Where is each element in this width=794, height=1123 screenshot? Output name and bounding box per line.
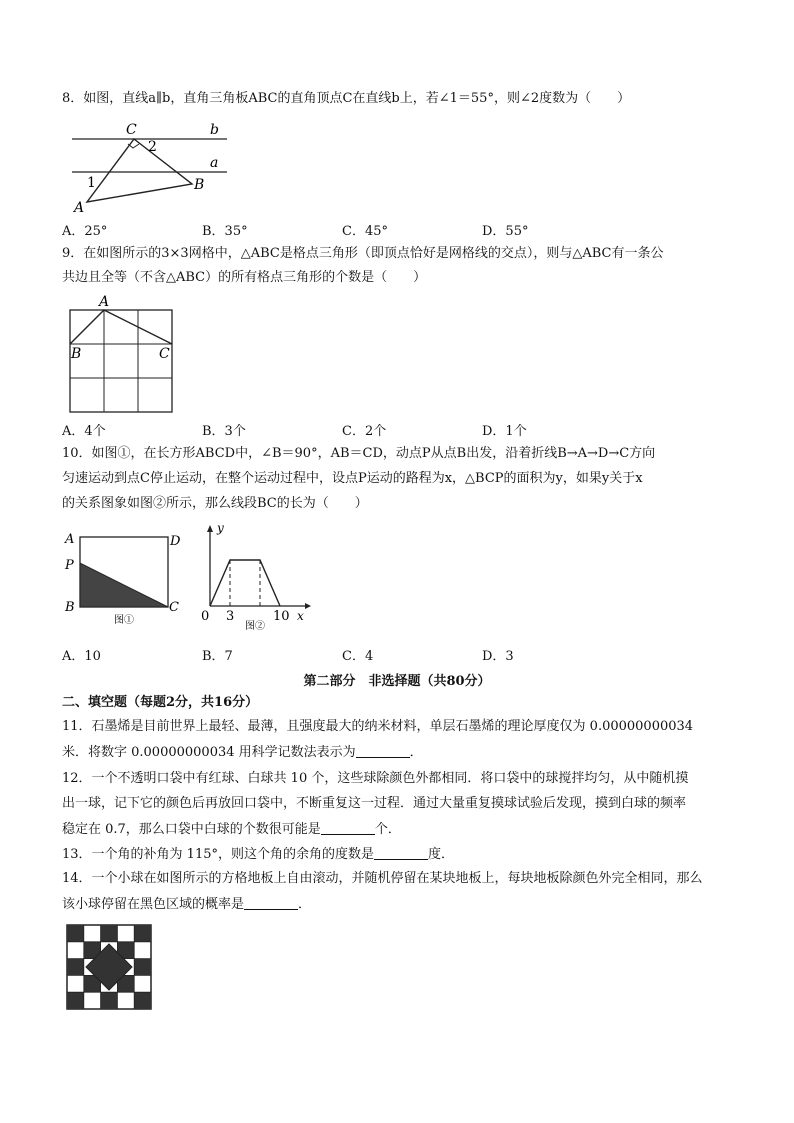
label-b: B (71, 346, 82, 362)
q8-option-a: A．25° (62, 224, 108, 239)
q8-option-c: C．45° (342, 224, 388, 239)
label-c: C (169, 600, 179, 615)
q11-stem-2 (62, 743, 423, 762)
caption-fig2: 图② (245, 621, 265, 632)
q9-option-b: B．3个 (202, 424, 246, 439)
label-b: B (65, 600, 75, 615)
triangle-abc (87, 139, 192, 202)
q11-answer-blank[interactable] (356, 743, 410, 758)
q14-tile-floor-figure (66, 924, 152, 1010)
label-a: A (65, 532, 75, 547)
label-aa: A (74, 200, 85, 214)
q8-option-b: B．35° (202, 224, 248, 239)
q10-rectangle-figure (62, 527, 192, 627)
q10-option-a: A．10 (62, 649, 101, 664)
q13-answer-blank[interactable] (374, 845, 428, 860)
section-two-heading: 二、填空题（每题2分，共16分） (62, 695, 259, 710)
q10-graph-figure (195, 520, 315, 632)
q8-stem: 8．如图，直线a∥b，直角三角板ABC的直角顶点C在直线b上，若∠1＝55°，则∠2度数为（ ） (62, 91, 631, 106)
label-origin: 0 (201, 609, 210, 624)
label-c: C (126, 122, 137, 138)
tick-3: 3 (226, 609, 235, 624)
q13-stem-text: 13．一个角的补角为 115°，则这个角的余角的度数是 (62, 847, 374, 862)
label-1: 1 (87, 175, 96, 191)
q9-stem-1: 9．在如图所示的3×3网格中，△ABC是格点三角形（即顶点恰好是网格线的交点），则与△ABC有一条公 (62, 246, 664, 261)
q8-figure (62, 114, 232, 214)
q10-stem-3: 的关系图象如图②所示，那么线段BC的长为（ ） (62, 496, 368, 511)
q9-grid-figure (62, 292, 177, 414)
q8-options (62, 220, 742, 238)
q14-stem-2 (62, 895, 311, 914)
label-y: y (217, 521, 224, 535)
q9-option-d: D．1个 (482, 424, 527, 439)
triangle-abc (70, 310, 172, 344)
q14-stem-1: 14．一个小球在如图所示的方格地板上自由滚动，并随机停留在某块地板上，每块地板除颜色外完全相同，那么 (62, 871, 703, 886)
label-d: D (170, 534, 181, 549)
caption-fig1: 图① (114, 615, 134, 626)
label-a: A (99, 294, 110, 310)
q11-stem-2-text: 米．将数字 0.00000000034 用科学记数法表示为 (62, 745, 356, 760)
q9-option-a: A．4个 (62, 424, 106, 439)
q12-answer-blank[interactable] (321, 820, 375, 835)
q10-option-b: B．7 (202, 649, 233, 664)
q14-stem-2-text: 该小球停留在黑色区域的概率是 (62, 897, 245, 912)
q10-options (62, 645, 742, 663)
label-p: P (65, 558, 74, 573)
q12-stem-1: 12．一个不透明口袋中有红球、白球共 10 个，这些球除颜色外都相同．将口袋中的球搅拌均匀，从中随机摸 (62, 771, 689, 786)
label-b: b (210, 122, 219, 138)
q11-end: ． (409, 745, 423, 760)
q10-option-c: C．4 (342, 649, 374, 664)
label-a: a (210, 155, 219, 171)
label-2: 2 (148, 139, 157, 155)
label-bb: B (194, 177, 205, 193)
q13-stem (62, 845, 454, 864)
q12-stem-3-text: 稳定在 0.7，那么口袋中白球的个数很可能是 (62, 822, 321, 837)
q10-stem-2: 匀速运动到点C停止运动，在整个运动过程中，设点P运动的路程为x，△BCP的面积为y，如果y关于x (62, 471, 643, 486)
q10-option-d: D．3 (482, 649, 514, 664)
q9-option-c: C．2个 (342, 424, 387, 439)
q13-end: 度． (428, 847, 455, 862)
q14-answer-blank[interactable] (244, 895, 298, 910)
q14-end: ． (298, 897, 312, 912)
label-x: x (297, 609, 304, 623)
q12-stem-2: 出一球，记下它的颜色后再放回口袋中，不断重复这一过程．通过大量重复摸球试验后发现，摸到白球的频率 (62, 796, 687, 811)
q9-stem-2: 共边且全等（不含△ABC）的所有格点三角形的个数是（ ） (62, 270, 427, 285)
graph-line (210, 560, 280, 606)
q12-end: 个． (374, 822, 401, 837)
label-c: C (159, 346, 170, 362)
q8-option-d: D．55° (482, 224, 529, 239)
q10-stem-1: 10．如图①，在长方形ABCD中，∠B＝90°，AB＝CD，动点P从点B出发，沿着折线B→A→D→C方向 (62, 446, 656, 461)
q9-options (62, 420, 742, 438)
tick-10: 10 (273, 609, 290, 624)
part-two-title: 第二部分 非选择题（共80分） (303, 674, 491, 689)
q11-stem-1: 11．石墨烯是目前世界上最轻、最薄，且强度最大的纳米材料，单层石墨烯的理论厚度仅为 0.00000000034 (62, 719, 694, 734)
q12-stem-3 (62, 820, 401, 839)
